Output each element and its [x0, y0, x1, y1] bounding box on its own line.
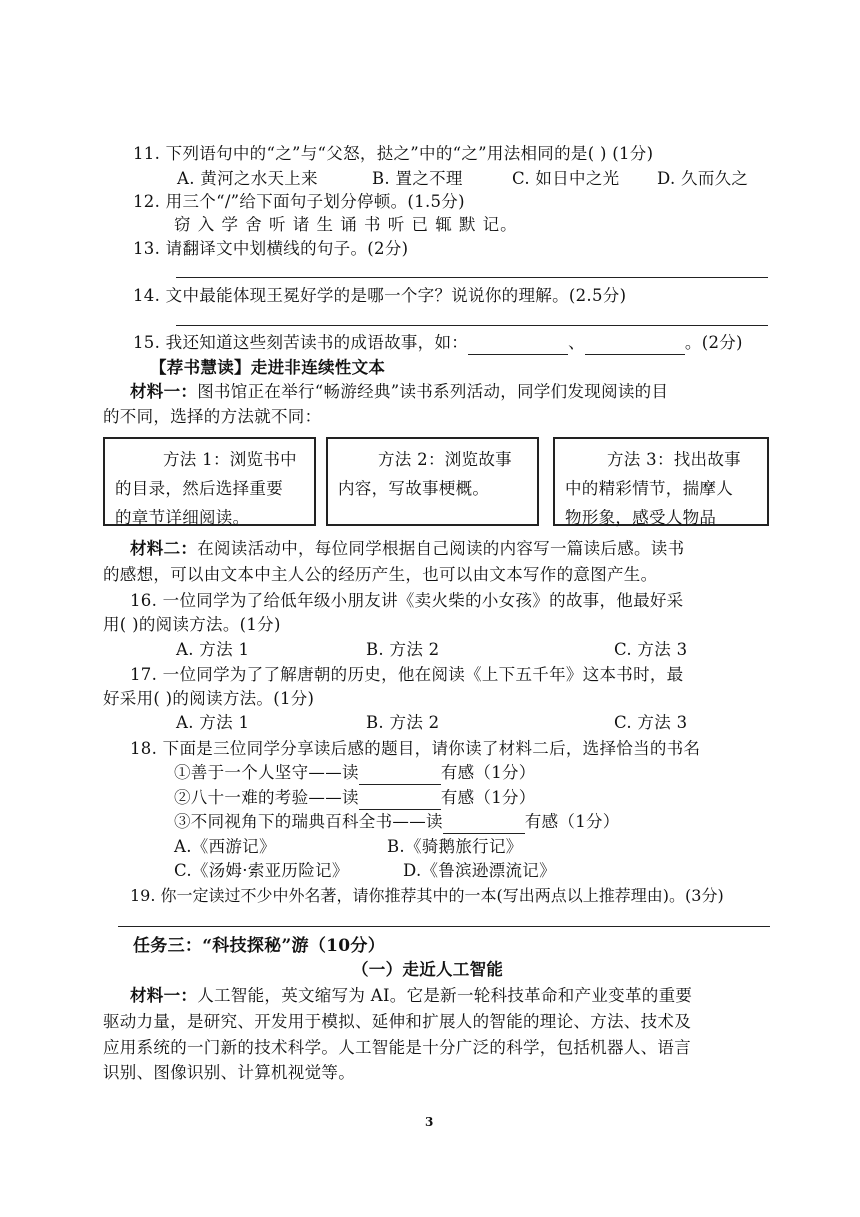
- method3-line3: 物形象，感受人物品: [565, 508, 717, 527]
- q12-sentence: 窃 入 学 舍 听 诸 生 诵 书 听 已 辄 默 记。: [174, 215, 518, 234]
- q15-stem: 15. 我还知道这些刻苦读书的成语故事，如：: [133, 333, 469, 352]
- method1-line1: 方法 1：浏览书中: [163, 450, 297, 469]
- q16-line2: 用( )的阅读方法。(1分): [103, 615, 281, 634]
- q12-stem: 12. 用三个“/”给下面句子划分停顿。(1.5分): [133, 192, 465, 211]
- q17-line2: 好采用( )的阅读方法。(1分): [103, 689, 315, 708]
- ai-material-line2: 驱动力量，是研究、开发用于模拟、延伸和扩展人的智能的理论、方法、技术及: [103, 1012, 691, 1031]
- q18-option-c: C.《汤姆·索亚历险记》: [174, 861, 349, 880]
- q16-line1: 16. 一位同学为了给低年级小朋友讲《卖火柴的小女孩》的故事，他最好采: [130, 591, 684, 610]
- q15-sep: 、: [568, 333, 585, 352]
- q11-option-a: A. 黄河之水天上来: [177, 169, 318, 188]
- q11-option-c: C. 如日中之光: [512, 169, 620, 188]
- q14-stem: 14. 文中最能体现王冕好学的是哪一个字？说说你的理解。(2.5分): [133, 286, 627, 305]
- q18-stem: 18. 下面是三位同学分享读后感的题目，请你读了材料二后，选择恰当的书名: [130, 739, 701, 758]
- q18-item-3: [174, 810, 620, 834]
- method3-line2: 中的精彩情节，揣摩人: [565, 479, 733, 498]
- material1-label: 材料一：: [130, 382, 198, 401]
- task3-title: 任务三：“科技探秘”游（10分）: [133, 936, 386, 956]
- ai-material-line4: 识别、图像识别、计算机视觉等。: [103, 1063, 355, 1082]
- q18-item3-pre: ③不同视角下的瑞典百科全书——读: [174, 812, 443, 831]
- q17-option-c: C. 方法 3: [614, 713, 688, 732]
- section-book-title: 【荐书慧读】走进非连续性文本: [150, 358, 386, 377]
- q19-answer-line[interactable]: [118, 926, 770, 927]
- q14-answer-line[interactable]: [176, 325, 768, 326]
- q11-option-d: D. 久而久之: [657, 169, 749, 188]
- q15-blank-1[interactable]: [468, 336, 568, 355]
- q16-option-a: A. 方法 1: [176, 640, 250, 659]
- q18-option-b: B.《骑鹅旅行记》: [387, 837, 523, 856]
- method2-line1: 方法 2：浏览故事: [378, 450, 512, 469]
- method-box-3: [553, 437, 769, 526]
- q18-item1-pre: ①善于一个人坚守——读: [174, 763, 359, 782]
- ai-material-line3: 应用系统的一门新的技术科学。人工智能是十分广泛的科学，包括机器人、语言: [103, 1038, 691, 1057]
- material1-line1: [130, 380, 668, 404]
- q18-item-2: [174, 786, 536, 810]
- q11-stem: 11. 下列语句中的“之”与“父怒，挞之”中的“之”用法相同的是( ) (1分): [133, 144, 654, 163]
- ai-material-label: 材料一：: [130, 986, 198, 1005]
- page-number: 3: [425, 1115, 434, 1129]
- q16-option-b: B. 方法 2: [366, 640, 440, 659]
- q17-option-b: B. 方法 2: [366, 713, 440, 732]
- q19-stem: 19. 你一定读过不少中外名著，请你推荐其中的一本(写出两点以上推荐理由)。(3分): [130, 886, 724, 905]
- q18-item2-pre: ②八十一难的考验——读: [174, 788, 359, 807]
- q18-item1-post: 有感（1分）: [440, 763, 536, 782]
- q18-item-1: [174, 761, 536, 785]
- material2-label: 材料二：: [130, 539, 198, 558]
- material2-text1: 在阅读活动中，每位同学根据自己阅读的内容写一篇读后感。读书: [197, 539, 685, 558]
- ai-material-line1: [130, 984, 692, 1008]
- method1-line3: 的章节详细阅读。: [115, 508, 250, 527]
- q18-item1-blank[interactable]: [359, 766, 441, 785]
- q18-item3-blank[interactable]: [443, 815, 525, 834]
- method-box-1: [103, 437, 316, 526]
- q15-blank-2[interactable]: [585, 336, 685, 355]
- q18-item2-post: 有感（1分）: [440, 788, 536, 807]
- q11-option-b: B. 置之不理: [372, 169, 463, 188]
- q18-item3-post: 有感（1分）: [524, 812, 620, 831]
- q13-stem: 13. 请翻译文中划横线的句子。(2分): [133, 239, 409, 258]
- ai-section-title: （一）走近人工智能: [352, 960, 504, 979]
- q17-option-a: A. 方法 1: [176, 713, 250, 732]
- q17-line1: 17. 一位同学为了了解唐朝的历史，他在阅读《上下五千年》这本书时，最: [130, 665, 684, 684]
- q13-answer-line[interactable]: [176, 277, 768, 278]
- q16-option-c: C. 方法 3: [614, 640, 688, 659]
- q18-item2-blank[interactable]: [359, 791, 441, 810]
- method2-line2: 内容，写故事梗概。: [338, 479, 490, 498]
- method3-line1: 方法 3：找出故事: [607, 450, 741, 469]
- q18-option-d: D.《鲁滨逊漂流记》: [403, 861, 556, 880]
- ai-material-text1: 人工智能，英文缩写为 AI。它是新一轮科技革命和产业变革的重要: [197, 986, 693, 1005]
- material1-line2: 的不同，选择的方法就不同：: [103, 407, 322, 426]
- q15-score: 。(2分): [684, 333, 743, 352]
- method-box-2: [326, 437, 539, 526]
- material1-text1: 图书馆正在举行“畅游经典”读书系列活动，同学们发现阅读的目: [197, 382, 669, 401]
- method1-line2: 的目录，然后选择重要: [115, 479, 283, 498]
- q15-line: [133, 331, 743, 355]
- material2-line2: 的感想，可以由文本中主人公的经历产生，也可以由文本写作的意图产生。: [103, 565, 658, 584]
- q18-option-a: A.《西游记》: [174, 837, 276, 856]
- material2-line1: [130, 537, 684, 561]
